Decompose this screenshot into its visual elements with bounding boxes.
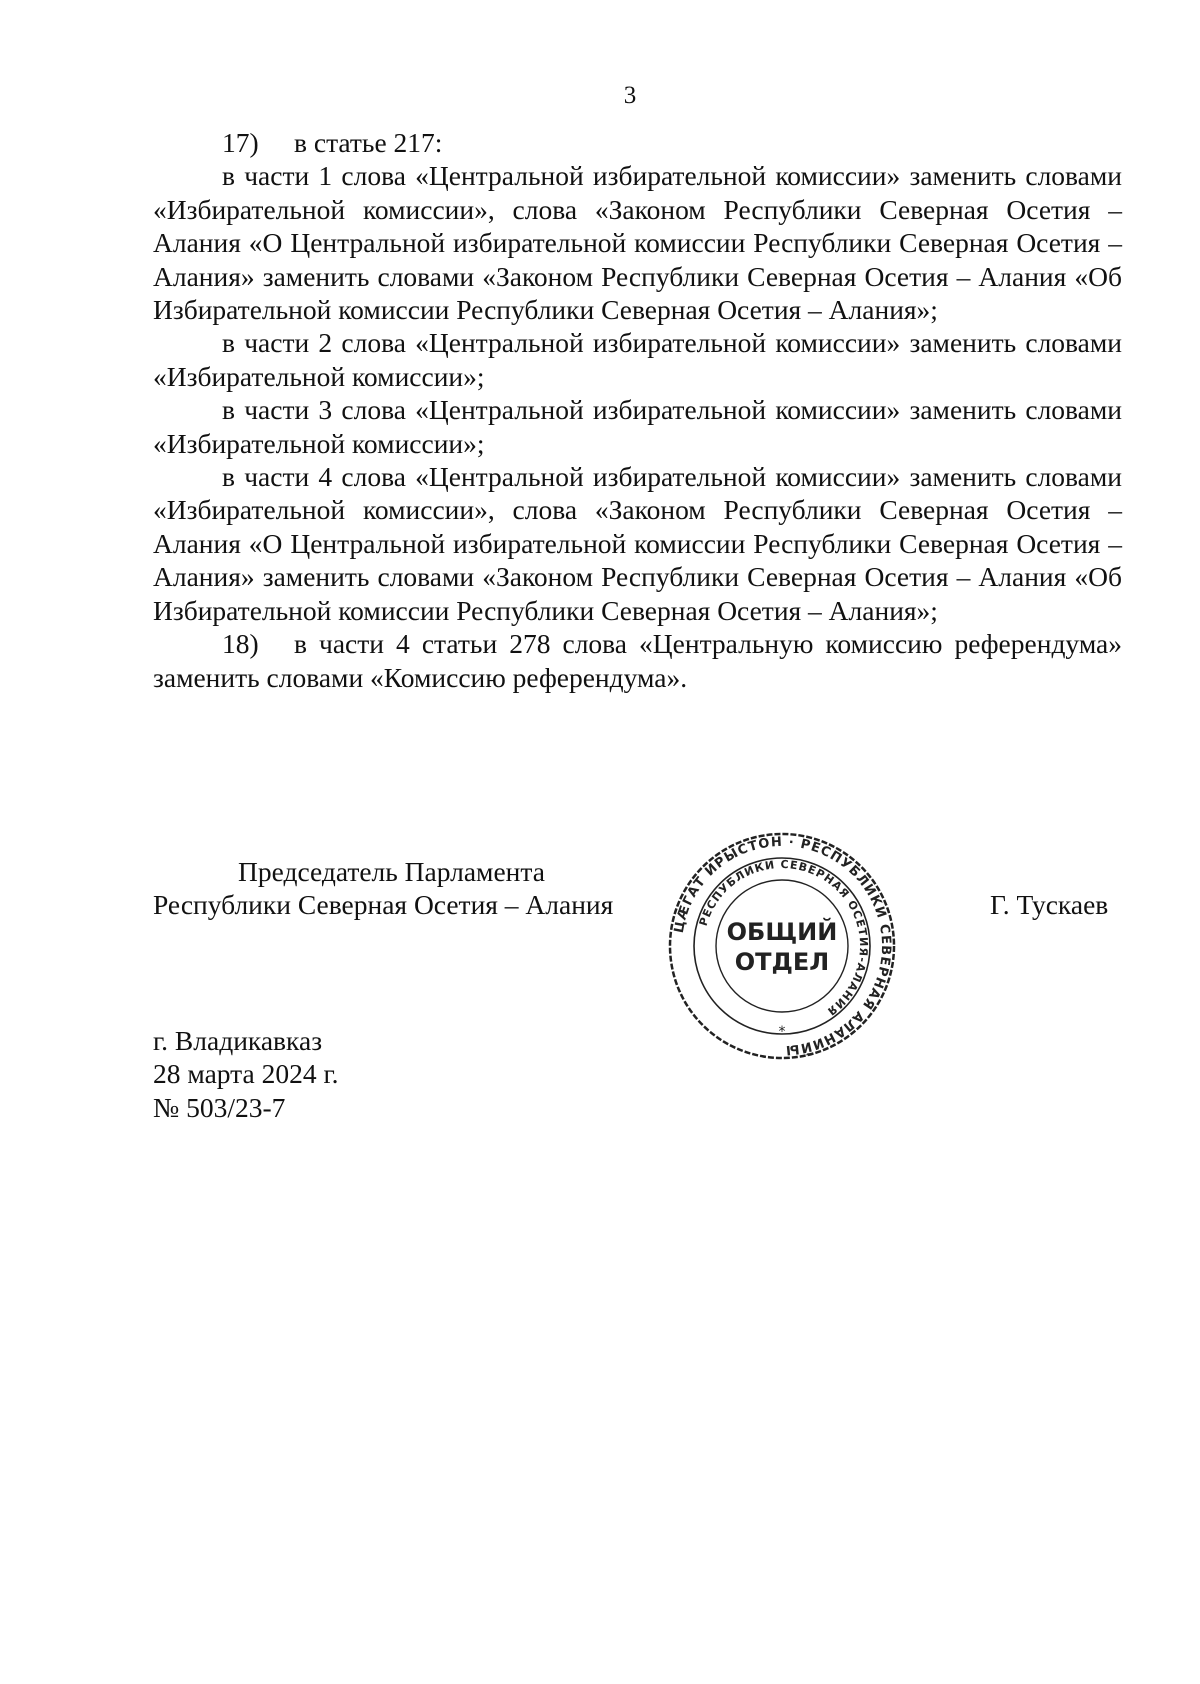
item-number: 18) bbox=[222, 628, 259, 660]
stamp-inner-text: РЕСПУБЛИКИ СЕВЕРНАЯ ОСЕТИЯ-АЛАНИЯ bbox=[696, 857, 871, 1019]
item-text: в статье 217: bbox=[294, 127, 443, 158]
stamp-outer-text: ЦÆГАТ ИРЫСТОН · РЕСПУБЛИКИ СЕВЕРНАЯ АЛАНИЙЫ bbox=[671, 834, 894, 1058]
footer-date: 28 марта 2024 г. bbox=[153, 1058, 339, 1090]
footer-number: № 503/23-7 bbox=[153, 1091, 286, 1123]
item-text: в части 4 слова «Центральной избирательной комиссии» заменить словами «Избирательной комиссии», слова «Законом Республики Северная Осетия – Алания «О Центральной избирательной комиссии Республики Северная Осетия – Алания» заменить словами «Законом Республики Северная Осетия – Алания «Об Избирательной комиссии Республики Северная Осетия – Алания»; bbox=[153, 461, 1122, 626]
list-item bbox=[153, 159, 1122, 326]
item-number: 17) bbox=[222, 127, 259, 158]
list-item bbox=[153, 627, 1122, 694]
stamp-star-icon: * bbox=[778, 1024, 786, 1040]
list-item bbox=[153, 326, 1122, 393]
signer-title-line2: Республики Северная Осетия – Алания bbox=[153, 889, 614, 921]
stamp-center-line1: ОБЩИЙ bbox=[726, 918, 838, 946]
footer-city: г. Владикавказ bbox=[153, 1025, 323, 1056]
official-stamp bbox=[664, 828, 900, 1064]
item-text: в части 1 слова «Центральной избирательной комиссии» заменить словами «Избирательной комиссии», слова «Законом Республики Северная Осетия – Алания «О Центральной избирательной комиссии Республики Северная Осетия – Алания» заменить словами «Законом Республики Северная Осетия – Алания «Об Избирательной комиссии Республики Северная Осетия – Алания»; bbox=[153, 160, 1122, 326]
page-number: 3 bbox=[623, 82, 637, 109]
document-body bbox=[153, 126, 1122, 694]
list-item bbox=[153, 460, 1122, 627]
signer-name: Г. Тускаев bbox=[990, 889, 1109, 920]
item-text: в части 4 статьи 278 слова «Центральную комиссию референдума» заменить словами «Комиссию референдума». bbox=[153, 628, 1122, 693]
signer-title-line1: Председатель Парламента bbox=[238, 856, 545, 887]
list-item bbox=[153, 126, 1122, 159]
stamp-inner-ring bbox=[716, 880, 848, 1012]
footer-block bbox=[153, 1024, 339, 1124]
list-item bbox=[153, 393, 1122, 460]
item-text: в части 2 слова «Центральной избирательной комиссии» заменить словами «Избирательной комиссии»; bbox=[153, 327, 1122, 392]
item-text: в части 3 слова «Центральной избирательной комиссии» заменить словами «Избирательной комиссии»; bbox=[153, 394, 1122, 459]
signature-block bbox=[153, 855, 613, 922]
stamp-center-line2: ОТДЕЛ bbox=[734, 948, 830, 976]
